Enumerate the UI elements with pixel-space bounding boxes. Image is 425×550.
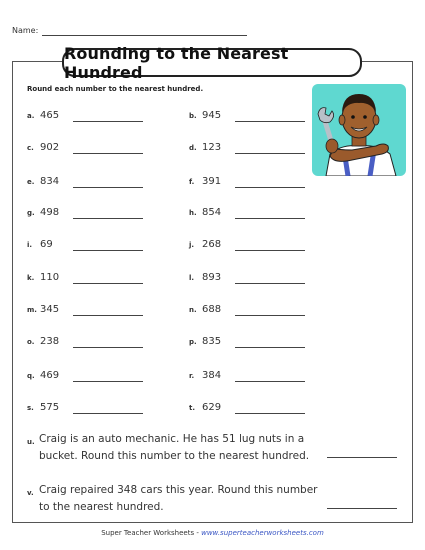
footer-brand: Super Teacher Worksheets (101, 529, 195, 537)
problem-number: 945 (202, 110, 222, 121)
problem-number: 238 (40, 336, 60, 347)
problem-number: 688 (202, 304, 222, 315)
problem-number: 384 (202, 370, 222, 381)
problem-letter: d. (189, 144, 197, 152)
page-title: Rounding to the Nearest Hundred (64, 43, 289, 82)
problem-number: 893 (202, 272, 222, 283)
problem-letter: a. (27, 112, 35, 120)
problem-number: 498 (40, 207, 60, 218)
problem-letter: i. (27, 241, 33, 249)
problem-letter: p. (189, 338, 197, 346)
problem-letter: h. (189, 209, 197, 217)
name-line[interactable] (42, 35, 247, 36)
problem-letter: b. (189, 112, 197, 120)
problem-number: 391 (202, 176, 222, 187)
problem-letter: t. (189, 404, 196, 412)
problem-letter: e. (27, 178, 35, 186)
footer-separator: - (194, 529, 202, 537)
problem-number: 835 (202, 336, 222, 347)
problem-number: 268 (202, 239, 222, 250)
problem-letter: k. (27, 274, 35, 282)
word-problem-line: Craig repaired 348 cars this year. Round this number (39, 484, 318, 496)
problem-number: 902 (40, 142, 60, 153)
worksheet-frame (12, 61, 413, 523)
word-problem-line: to the nearest hundred. (39, 501, 164, 513)
problem-letter: l. (189, 274, 195, 282)
problem-letter: q. (27, 372, 35, 380)
problem-number: 69 (40, 239, 53, 250)
problem-letter: n. (189, 306, 197, 314)
instructions: Round each number to the nearest hundred. (27, 85, 204, 93)
footer (0, 529, 425, 537)
name-label: Name: (12, 26, 39, 35)
title-banner (62, 43, 362, 82)
problem-number: 345 (40, 304, 60, 315)
problem-letter: c. (27, 144, 34, 152)
problem-number: 575 (40, 402, 60, 413)
word-problem-line: bucket. Round this number to the nearest hundred. (39, 450, 310, 462)
problem-letter: r. (189, 372, 195, 380)
problem-letter: j. (189, 241, 195, 249)
problem-letter: f. (189, 178, 195, 186)
word-problem-line: Craig is an auto mechanic. He has 51 lug nuts in a (39, 433, 305, 445)
problem-number: 854 (202, 207, 222, 218)
problem-letter: v. (27, 489, 34, 497)
footer-url-link[interactable]: www.superteacherworksheets.com (201, 529, 324, 537)
problem-number: 123 (202, 142, 222, 153)
problem-number: 834 (40, 176, 60, 187)
problem-letter: o. (27, 338, 35, 346)
problem-number: 110 (40, 272, 60, 283)
problem-letter: u. (27, 438, 35, 446)
problem-letter: s. (27, 404, 34, 412)
problem-letter: g. (27, 209, 35, 217)
problem-number: 469 (40, 370, 60, 381)
problem-letter: m. (27, 306, 37, 314)
problem-number: 629 (202, 402, 222, 413)
problem-number: 465 (40, 110, 60, 121)
